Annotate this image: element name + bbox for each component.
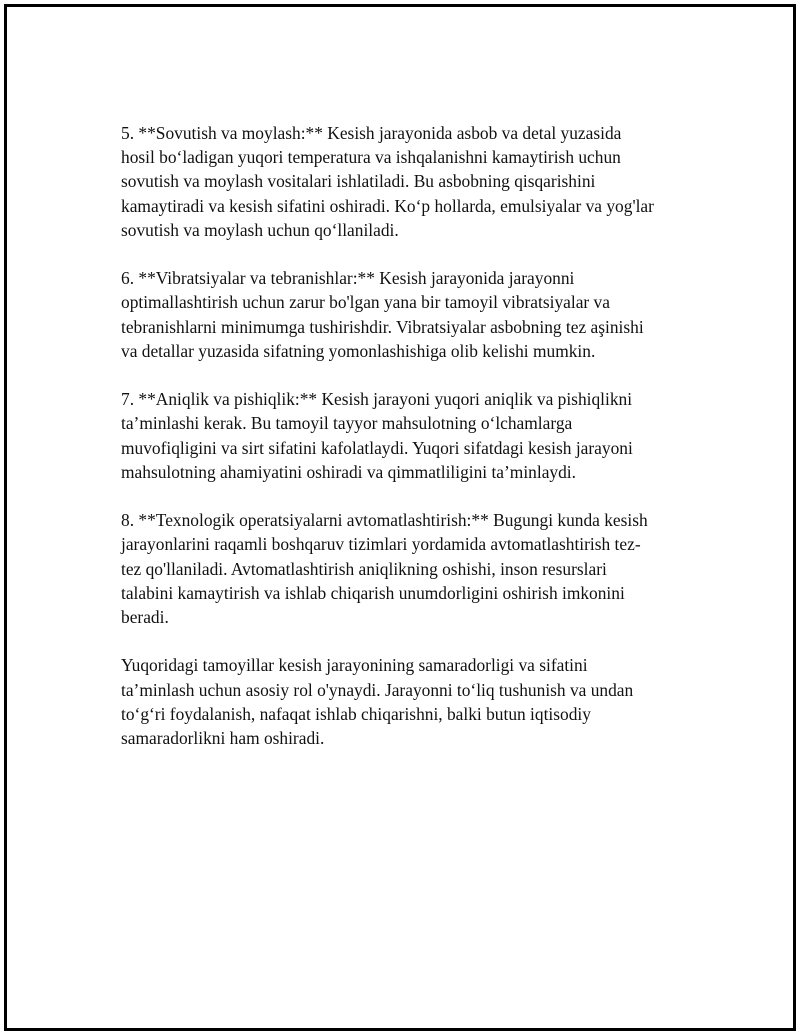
- paragraph-cooling-lubrication: 5. **Sovutish va moylash:** Kesish jarayonida asbob va detal yuzasida hosil bo‘ladigan yuqori temperatura va ishqalanishni kamaytirish uchun sovutish va moylash vositalari ishlatiladi. Bu asbobning qisqarishini kamaytiradi va kesish sifatini oshiradi. Ko‘p hollarda, emulsiyalar va yog'lar sovutish va moylash uchun qo‘llaniladi.: [121, 123, 654, 240]
- paragraph-conclusion: Yuqoridagi tamoyillar kesish jarayonining samaradorligi va sifatini ta’minlash uchun asosiy rol o'ynaydi. Jarayonni to‘liq tushunish va undan to‘g‘ri foydalanish, nafaqat ishlab chiqarishni, balki butun iqtisodiy samaradorlikni ham oshiradi.: [121, 655, 634, 749]
- document-page: [4, 4, 796, 1031]
- paragraph-vibrations: 6. **Vibratsiyalar va tebranishlar:** Kesish jarayonida jarayonni optimallashtirish uchun zarur bo'lgan yana bir tamoyil vibratsiyalar va tebranishlarni minimumga tushirishdir. Vibratsiyalar asbobning tez aşinishi va detallar yuzasida sifatning yomonlashishiga olib kelishi mumkin.: [121, 268, 644, 361]
- paragraph-automation: 8. **Texnologik operatsiyalarni avtomatlashtirish:** Bugungi kunda kesish jarayonlarini raqamli boshqaruv tizimlari yordamida avtomatlashtirish tez- tez qo'llaniladi. Avtomatlashtirish aniqlikning oshishi, inson resurslari talabini kamaytirish va ishlab chiqarish unumdorligini oshirish imkonini beradi.: [121, 510, 648, 628]
- paragraph-accuracy-durability: 7. **Aniqlik va pishiqlik:** Kesish jarayoni yuqori aniqlik va pishiqlikni ta’minlashi kerak. Bu tamoyil tayyor mahsulotning o‘lchamlarga muvofiqligini va sirt sifatini kafolatlaydi. Yuqori sifatdagi kesish jarayoni mahsulotning ahamiyatini oshiradi va qimmatliligini ta’minlaydi.: [121, 389, 633, 482]
- document-body: [121, 121, 691, 774]
